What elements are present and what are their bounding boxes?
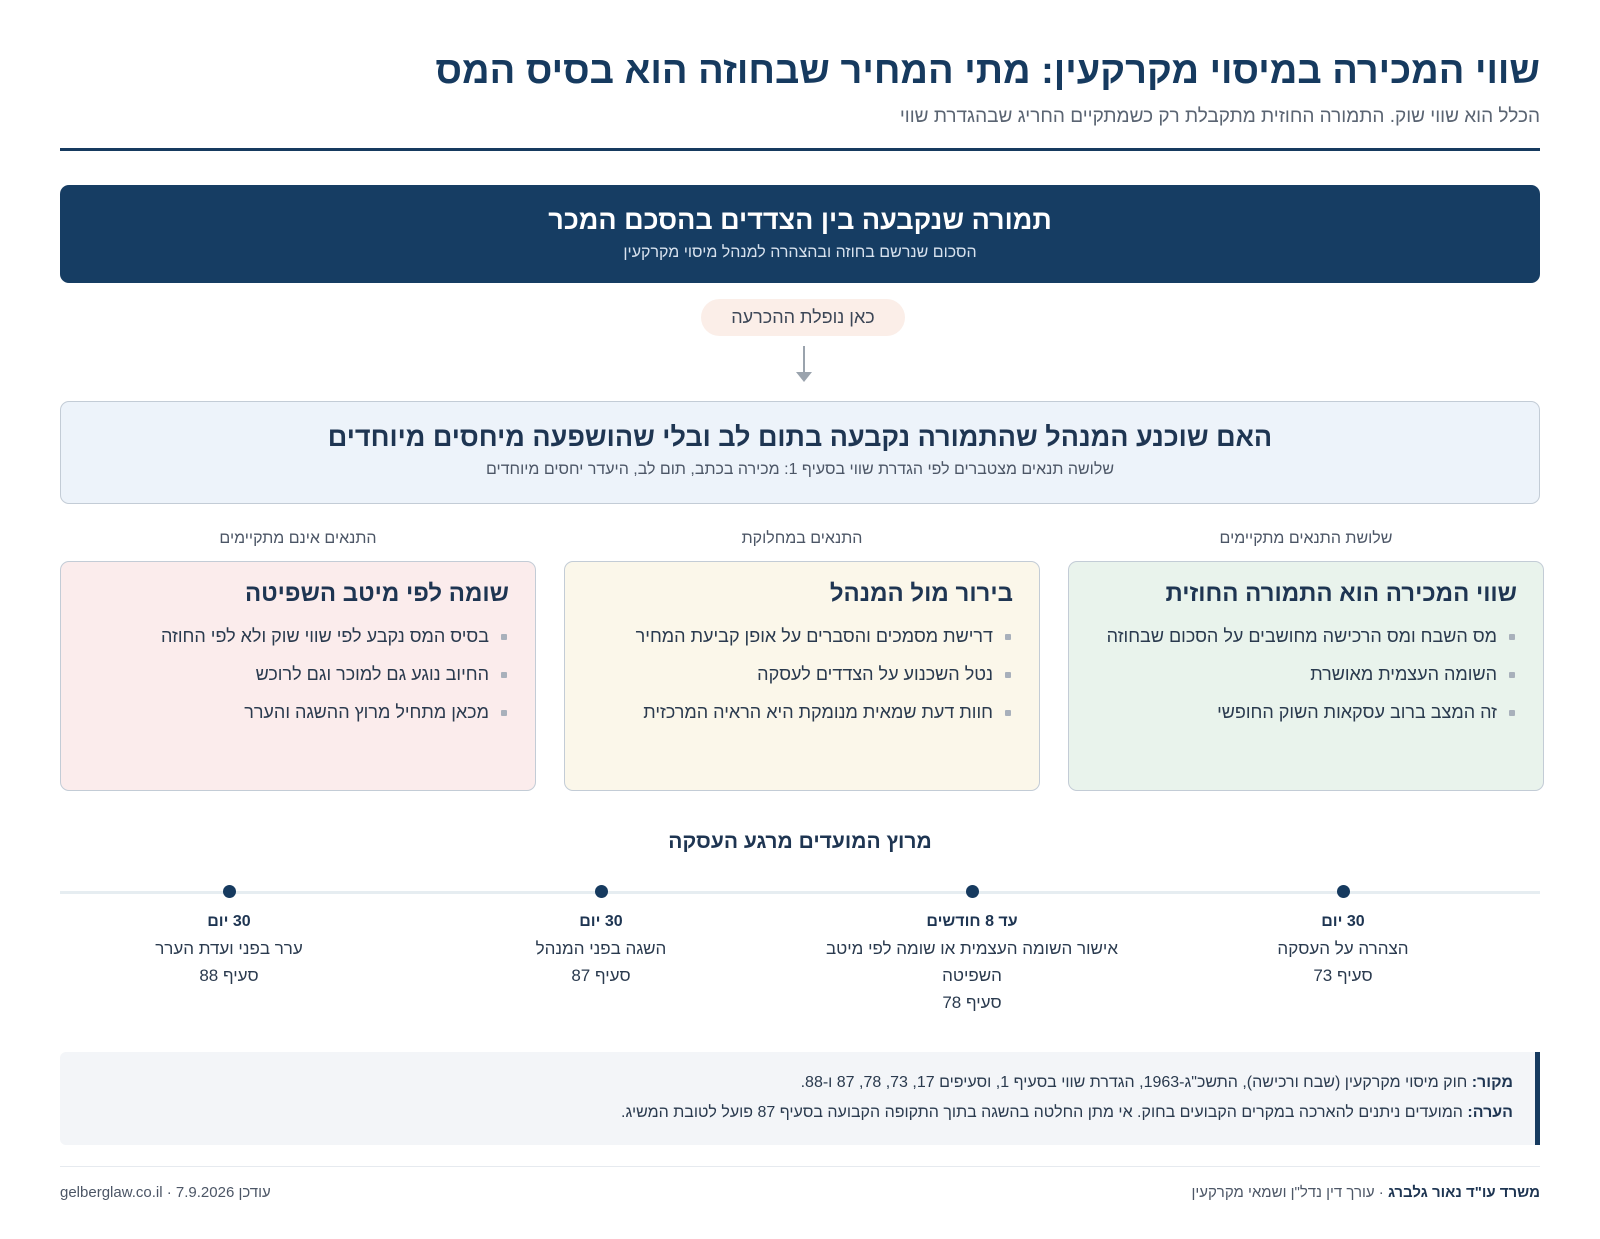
timeline-step-declaration xyxy=(1178,911,1508,989)
title-divider xyxy=(60,148,1540,151)
question-box xyxy=(60,401,1540,504)
column-label-conditions-met: שלושת התנאים מתקיימים xyxy=(1219,530,1393,547)
timeline-section: סעיף 87 xyxy=(571,966,631,985)
list-item: דרישת מסמכים והסברים על אופן קביעת המחיר xyxy=(591,622,1013,651)
timeline-section: סעיף 73 xyxy=(1313,966,1373,985)
note-line xyxy=(82,1098,1513,1128)
note-label: הערה: xyxy=(1467,1104,1513,1121)
card-title: שומה לפי מיטב השפיטה xyxy=(244,580,509,607)
timeline-text: ערר בפני ועדת הערר xyxy=(155,939,303,958)
note-text: המועדים ניתנים להארכה במקרים הקבועים בחוק. אי מתן החלטה בהשגה בתוך התקופה הקבועה בסעיף 87 פועל לטובת המשיג. xyxy=(621,1104,1463,1121)
question-subtitle: שלושה תנאים מצטברים לפי הגדרת שווי בסעיף 1: מכירה בכתב, תום לב, היעדר יחסים מיוחדים xyxy=(486,461,1114,478)
timeline-text: השגה בפני המנהל xyxy=(535,939,667,958)
timeline-step-assessment xyxy=(807,911,1137,1016)
list-item: מכאן מתחיל מרוץ ההשגה והערר xyxy=(87,698,509,727)
contract-price-subtitle: הסכום שנרשם בחוזה ובהצהרה למנהל מיסוי מקרקעין xyxy=(623,244,977,261)
timeline-dot xyxy=(595,885,608,898)
timeline-section: סעיף 78 xyxy=(942,993,1002,1012)
column-label-conditions-not-met: התנאים אינם מתקיימים xyxy=(219,530,377,547)
timeline-dot xyxy=(223,885,236,898)
firm-description: · עורך דין נדל"ן ושמאי מקרקעין xyxy=(1191,1184,1384,1201)
list-item: חוות דעת שמאית מנומקת היא הראיה המרכזית xyxy=(591,698,1013,727)
decision-point-badge: כאן נופלת ההכרעה xyxy=(701,299,905,336)
contract-price-title: תמורה שנקבעה בין הצדדים בהסכם המכר xyxy=(548,205,1052,235)
source-text: חוק מיסוי מקרקעין (שבח ורכישה), התשכ"ג-1963, הגדרת שווי בסעיף 1, וסעיפים 17, 73, 78, 87 ו-88. xyxy=(800,1074,1468,1091)
firm-name: משרד עו"ד נאור גלברג xyxy=(1387,1184,1540,1201)
outcome-card-clarification xyxy=(564,561,1040,791)
list-item: זה המצב ברוב עסקאות השוק החופשי xyxy=(1095,698,1517,727)
source-label: מקור: xyxy=(1471,1074,1513,1091)
list-item: השומה העצמית מאושרת xyxy=(1095,660,1517,689)
page-subtitle: הכלל הוא שווי שוק. התמורה החוזית מתקבלת רק כשמתקיים החריג שבהגדרת שווי xyxy=(899,106,1540,127)
column-label-disputed: התנאים במחלוקת xyxy=(741,530,863,547)
timeline-section: סעיף 88 xyxy=(199,966,259,985)
list-item: בסיס המס נקבע לפי שווי שוק ולא לפי החוזה xyxy=(87,622,509,651)
card-list xyxy=(87,622,509,727)
website-link[interactable]: gelberglaw.co.il xyxy=(60,1184,163,1201)
timeline-step-appeal xyxy=(64,911,394,989)
source-note-box xyxy=(60,1052,1540,1145)
footer-firm xyxy=(1191,1184,1540,1201)
source-line xyxy=(82,1068,1513,1098)
timeline-deadline: 30 יום xyxy=(579,913,623,930)
outcome-card-contract-value xyxy=(1068,561,1544,791)
timeline-dot xyxy=(1337,885,1350,898)
outcome-card-best-judgment xyxy=(60,561,536,791)
list-item: החיוב נוגע גם למוכר וגם לרוכש xyxy=(87,660,509,689)
timeline-step-objection xyxy=(436,911,766,989)
timeline-text: אישור השומה העצמית או שומה לפי מיטב השפיטה xyxy=(825,939,1118,985)
page-title: שווי המכירה במיסוי מקרקעין: מתי המחיר שבחוזה הוא בסיס המס xyxy=(435,50,1540,92)
update-date: עודכן 7.9.2026 xyxy=(175,1184,271,1201)
contract-price-box xyxy=(60,185,1540,283)
timeline-title: מרוץ המועדים מרגע העסקה xyxy=(668,830,932,853)
down-arrow-icon xyxy=(794,346,814,386)
question-title: האם שוכנע המנהל שהתמורה נקבעה בתום לב ובלי שהושפעה מיחסים מיוחדים xyxy=(327,422,1273,452)
card-title: שווי המכירה הוא התמורה החוזית xyxy=(1165,580,1517,607)
card-list xyxy=(1095,622,1517,727)
timeline-text: הצהרה על העסקה xyxy=(1277,939,1409,958)
list-item: מס השבח ומס הרכישה מחושבים על הסכום שבחוזה xyxy=(1095,622,1517,651)
timeline-dot xyxy=(966,885,979,898)
timeline-deadline: 30 יום xyxy=(207,913,251,930)
card-list xyxy=(591,622,1013,727)
list-item: נטל השכנוע על הצדדים לעסקה xyxy=(591,660,1013,689)
timeline-deadline: 30 יום xyxy=(1321,913,1365,930)
timeline-deadline: עד 8 חודשים xyxy=(926,913,1018,930)
footer-divider xyxy=(60,1166,1540,1167)
footer-meta: עודכן 7.9.2026 · gelberglaw.co.il xyxy=(60,1184,271,1201)
card-title: בירור מול המנהל xyxy=(829,580,1013,607)
timeline-line xyxy=(60,891,1540,894)
